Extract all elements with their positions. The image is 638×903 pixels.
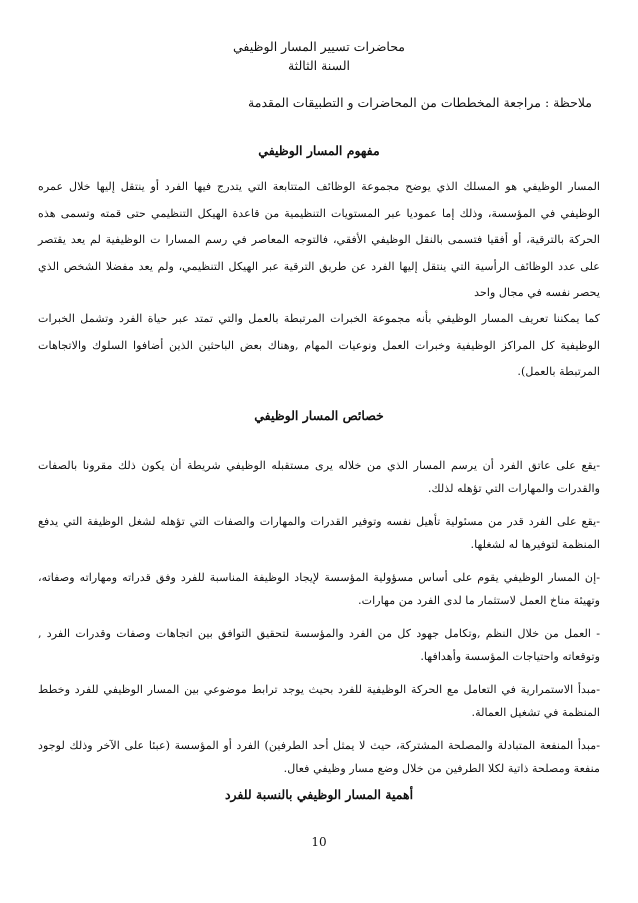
concept-paragraph-1: المسار الوظيفي هو المسلك الذي يوضح مجموعة الوظائف المتتابعة التي يتدرج فيها الفرد أو ينتقل إليها خلال عمره الوظيفي في المؤسسة، وذلك إما عموديا عبر المستويات التنظيمية من قاعدة الهيكل التنظيمي حتى قمته وتسمى هذه الحركة بالترقية، أو أفقيا فتسمى بالنقل الوظيفي الأفقي، فالتوجه المعاصر في رسم المسارا ت الوظيفية لم يعد يقتصر على عدد الوظائف الرأسية التي ينتقل إليها الفرد عن طريق الترقية عبر الهيكل التنظيمي، ولم يعد مفضلا الشخص الذي يحصر نفسه في مجال واحد bbox=[38, 180, 600, 299]
note-line: ملاحظة : مراجعة المخططات من المحاضرات و التطبيقات المقدمة bbox=[248, 95, 592, 110]
importance-heading: أهمية المسار الوظيفي بالنسبة للفرد bbox=[224, 787, 414, 802]
features-heading: خصائص المسار الوظيفي bbox=[254, 408, 384, 423]
page-number: 10 bbox=[311, 835, 327, 849]
academic-year: السنة الثالثة bbox=[287, 58, 351, 73]
document-page bbox=[38, 0, 600, 903]
concept-paragraph-2: كما يمكننا تعريف المسار الوظيفي بأنه مجموعة الخبرات المرتبطة بالعمل والتي تمتد عبر حياة الفرد وتشمل الخبرات الوظيفية كل المراكز الوظيفية وخبرات العمل ونوعيات المهام ,وهناك بعض الباحثين الذين أضافوا السلوك والاتجاهات المرتبطة بالعمل). bbox=[38, 312, 600, 378]
feature-item-1: -يقع على عاتق الفرد أن يرسم المسار الذي من خلاله يرى مستقبله الوظيفي شريطة أن يكون ذلك مقرونا بالصفات والقدرات والمهارات التي تؤهله لذلك. bbox=[38, 459, 600, 495]
concept-heading: مفهوم المسار الوظيفي bbox=[258, 143, 380, 158]
feature-item-6: -مبدأ المنفعة المتبادلة والمصلحة المشتركة، حيث لا يمثل أحد الطرفين) الفرد أو المؤسسة (عبئا على الآخر وذلك لوجود منفعة ومصلحة ذاتية لكلا الطرفين من خلال وضع مسار وظيفي فعال. bbox=[38, 739, 600, 775]
feature-item-4: - العمل من خلال النظم ,وتكامل جهود كل من الفرد والمؤسسة لتحقيق التوافق بين اتجاهات وصفات وقدرات الفرد , وتوقعاته واحتياجات المؤسسة وأهدافها. bbox=[38, 627, 600, 663]
features-list bbox=[38, 454, 600, 790]
feature-item-5: -مبدأ الاستمرارية في التعامل مع الحركة الوظيفية للفرد بحيث يوجد ترابط موضوعي بين المسار الوظيفي للفرد وخطط المنظمة في تشغيل العمالة. bbox=[38, 683, 600, 719]
feature-item-3: -إن المسار الوظيفي يقوم على أساس مسؤولية المؤسسة لإيجاد الوظيفة المناسبة للفرد وفق قدراته ومهاراته وصفاته، وتهيئة مناخ العمل لاستثمار ما لدى الفرد من مهارات. bbox=[38, 571, 600, 607]
feature-item-2: -يقع على الفرد قدر من مسئولية تأهيل نفسه وتوفير القدرات والمهارات والصفات التي تؤهله لشغل الوظيفة التي يدفع المنظمة لتوفيرها له لشغلها. bbox=[38, 515, 600, 551]
lecture-title: محاضرات تسيير المسار الوظيفي bbox=[232, 39, 406, 54]
